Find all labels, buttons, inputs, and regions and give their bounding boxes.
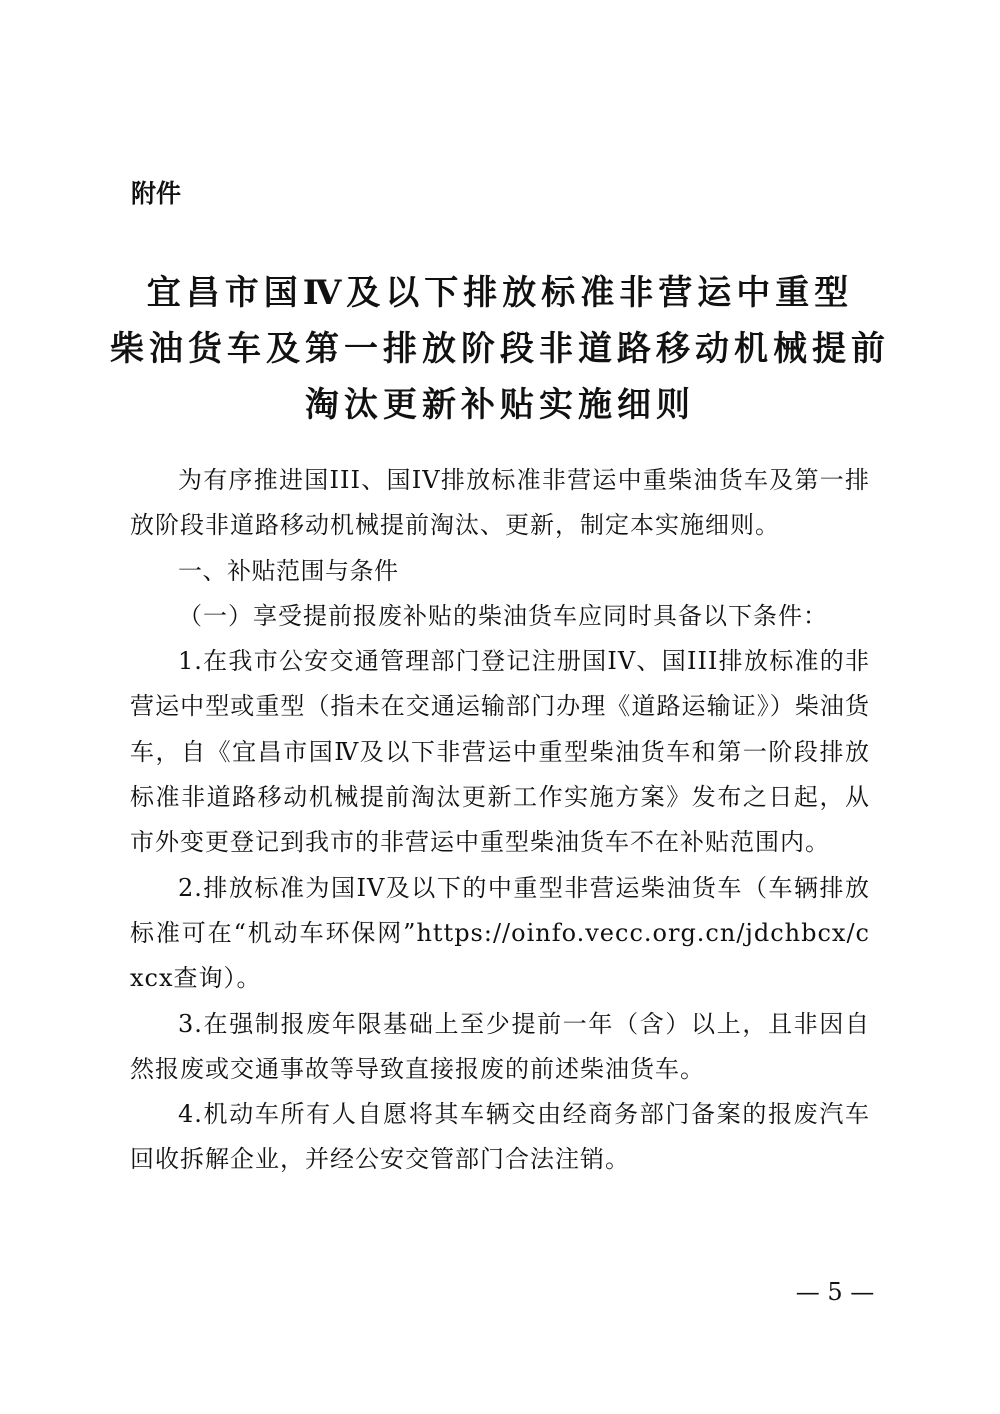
attachment-label: 附件 [131, 179, 182, 208]
title-line: 宜昌市国Ⅳ及以下排放标准非营运中重型 [146, 273, 854, 313]
document-body [130, 458, 870, 1183]
subsection-heading: （一）享受提前报废补贴的柴油货车应同时具备以下条件： [178, 601, 828, 630]
title-line: 淘汰更新补贴实施细则 [305, 385, 695, 425]
condition-item: 4.机动车所有人自愿将其车辆交由经商务部门备案的报废汽车回收拆解企业，并经公安交管部门合法注销。 [130, 1100, 870, 1174]
document-title [100, 265, 900, 433]
intro-paragraph: 为有序推进国III、国IV排放标准非营运中重柴油货车及第一排放阶段非道路移动机械提前淘汰、更新，制定本实施细则。 [130, 466, 870, 540]
title-line: 柴油货车及第一排放阶段非道路移动机械提前 [110, 329, 890, 369]
condition-item: 2.排放标准为国IV及以下的中重型非营运柴油货车（车辆排放标准可在“机动车环保网”https://oinfo.vecc.org.cn/jdchbcx/cxcx查询）。 [130, 873, 870, 993]
condition-item: 3.在强制报废年限基础上至少提前一年（含）以上，且非因自然报废或交通事故等导致直接报废的前述柴油货车。 [130, 1009, 870, 1083]
page-number: — 5 — [795, 1278, 875, 1306]
section-heading: 一、补贴范围与条件 [178, 556, 399, 585]
condition-item: 1.在我市公安交通管理部门登记注册国IV、国III排放标准的非营运中型或重型（指未在交通运输部门办理《道路运输证》）柴油货车，自《宜昌市国Ⅳ及以下非营运中重型柴油货车和第一阶段排放标准非道路移动机械提前淘汰更新工作实施方案》发布之日起，从市外变更登记到我市的非营运中重型柴油货车不在补贴范围内。 [130, 647, 870, 857]
